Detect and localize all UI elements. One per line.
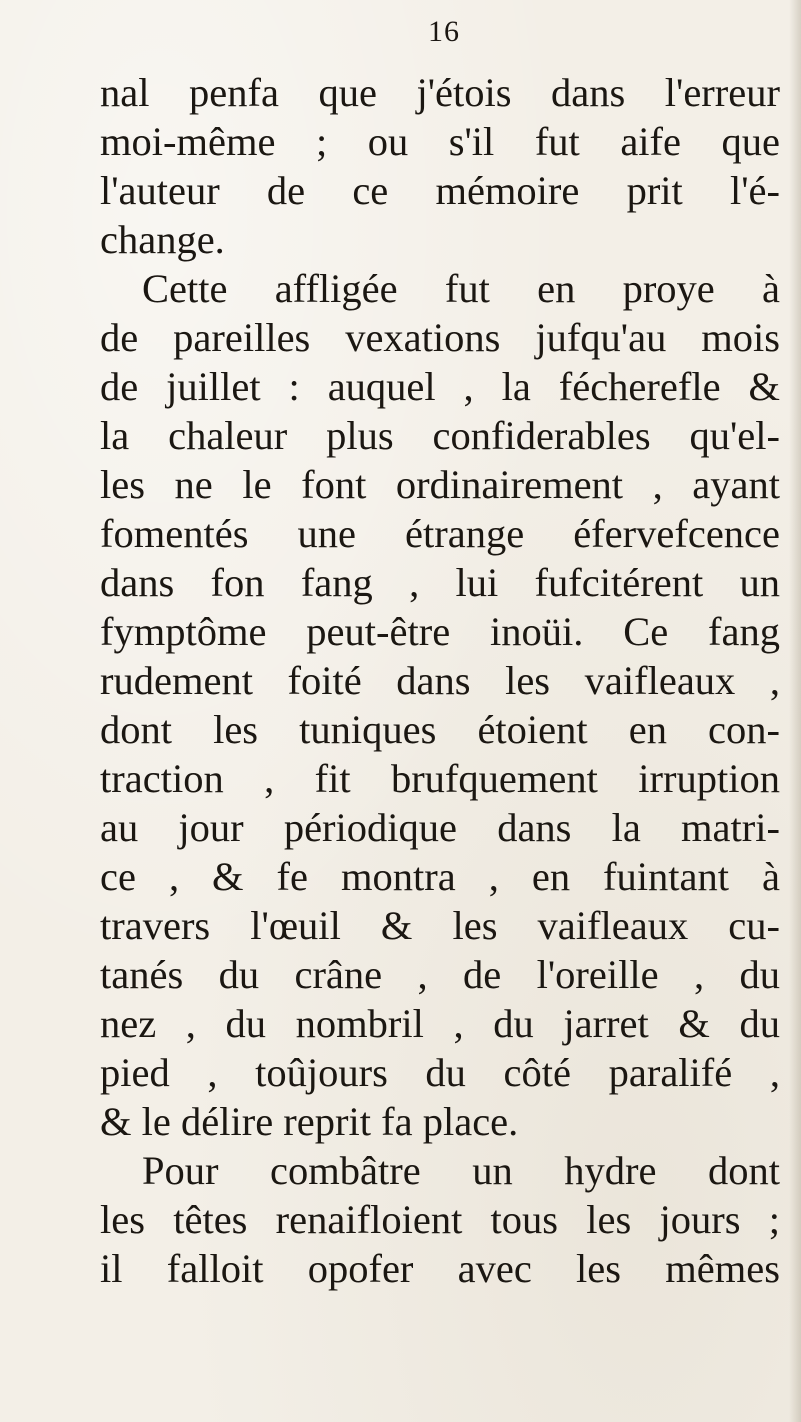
text-line: les ne le font ordinairement , ayant xyxy=(100,462,780,507)
text-line: tanés du crâne , de l'oreille , du xyxy=(100,952,780,997)
text-line: fomentés une étrange éfervefcence xyxy=(100,511,780,556)
text-line: au jour périodique dans la matri- xyxy=(100,805,780,850)
text-line: les têtes renaifloient tous les jours ; xyxy=(100,1197,780,1242)
page-number: 16 xyxy=(428,15,460,48)
text-line: pied , toûjours du côté paralifé , xyxy=(100,1050,780,1095)
text-line: dont les tuniques étoient en con- xyxy=(100,707,780,752)
text-line: Pour combâtre un hydre dont xyxy=(142,1148,780,1193)
text-line: dans fon fang , lui fufcitérent un xyxy=(100,560,780,605)
text-line: la chaleur plus confiderables qu'el- xyxy=(100,413,780,458)
text-line: change. xyxy=(100,217,225,262)
text-line: rudement foité dans les vaifleaux , xyxy=(100,658,780,703)
text-line: traction , fit brufquement irruption xyxy=(100,756,780,801)
text-line: fymptôme peut-être inoüi. Ce fang xyxy=(100,609,780,654)
text-line: nez , du nombril , du jarret & du xyxy=(100,1001,780,1046)
body-text xyxy=(100,68,780,1293)
text-line: & le délire reprit fa place. xyxy=(100,1099,519,1144)
text-line: nal penfa que j'étois dans l'erreur xyxy=(100,70,780,115)
text-line: de juillet : auquel , la fécherefle & xyxy=(100,364,780,409)
text-line: moi-même ; ou s'il fut aife que xyxy=(100,119,780,164)
text-line: Cette affligée fut en proye à xyxy=(142,266,780,311)
page-edge-shadow xyxy=(789,0,801,1422)
text-line: il falloit opofer avec les mêmes xyxy=(100,1246,780,1291)
text-line: de pareilles vexations jufqu'au mois xyxy=(100,315,780,360)
text-line: ce , & fe montra , en fuintant à xyxy=(100,854,780,899)
text-line: l'auteur de ce mémoire prit l'é- xyxy=(100,168,780,213)
text-line: travers l'œuil & les vaifleaux cu- xyxy=(100,903,780,948)
